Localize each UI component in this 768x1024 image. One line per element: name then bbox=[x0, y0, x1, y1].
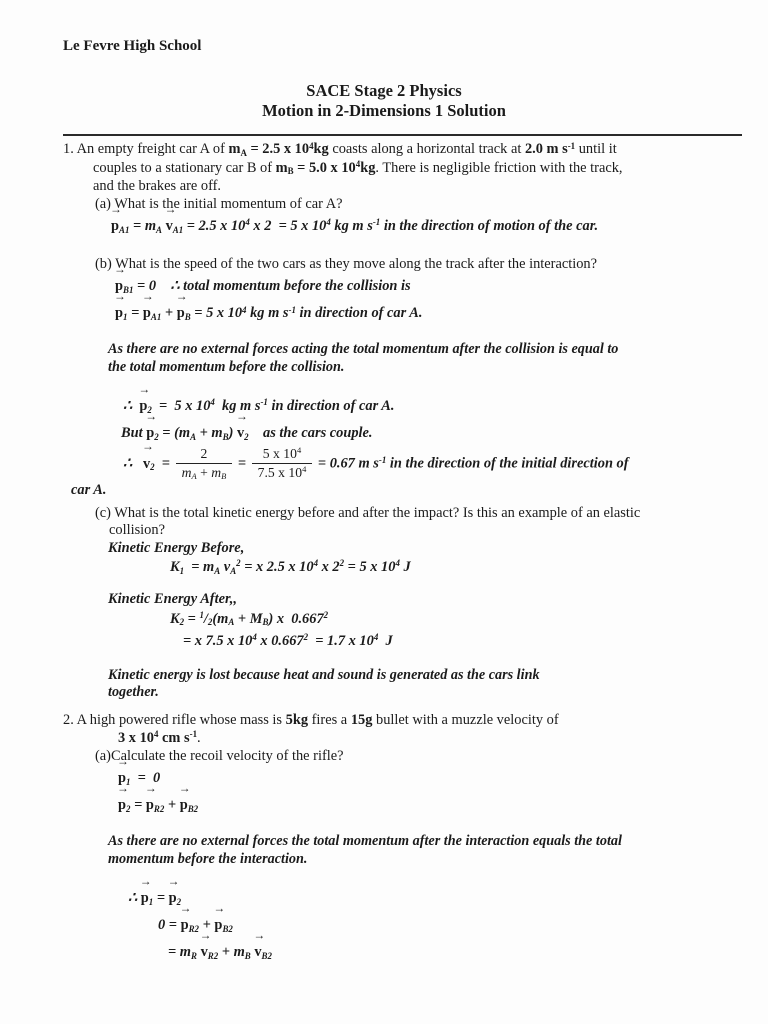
q2-f2-line: 0 = → pR2 + → pB2 bbox=[158, 912, 754, 939]
k2-equation-line1: K2 = $^1$/2(mA + MB) x 0.667$^2$ bbox=[170, 609, 329, 628]
k1-equation: K1 = mA $vA^2 = x$ 2.5 x $10^4$ x $2^2 = 5$ x $10^4$ J bbox=[170, 558, 411, 576]
q1b-no-external-forces-note: As there are no external forces acting the total momentum after the collision is equal to the total momentum before the collision. bbox=[108, 341, 619, 376]
q1a-answer: → pA1 = mA → vA1 = 2.5 x $10^4$ x 2 = 5 x $10^4$ kg m $s^{-1}$ in the direction of motion of the car. bbox=[111, 213, 754, 240]
q2a-question: (a)Calculate the recoil velocity of the rifle? bbox=[95, 747, 344, 764]
q2-intro: 2. A high powered rifle whose mass is 5kg fires a 15g bullet with a muzzle velocity of bbox=[63, 712, 559, 729]
doc-title-line1: SACE Stage 2 Physics bbox=[306, 81, 462, 101]
kinetic-energy-before-label: Kinetic Energy Before, bbox=[108, 539, 245, 556]
school-name: Le Fevre High School bbox=[63, 38, 202, 54]
q1b-but-line: But → p2 = (mA + mB) → v2 as the cars couple. bbox=[121, 420, 754, 447]
q2-parts bbox=[95, 748, 754, 966]
doc-title-line2: Motion in 2-Dimensions 1 Solution bbox=[262, 101, 506, 121]
q2-f1-line: ∴ → p1 = → p2 bbox=[128, 885, 754, 912]
q2-p2-line: → p2 = → pR2 + → pB2 bbox=[118, 792, 754, 819]
q1-intro: 1. An empty freight car A of mA = 2.5 x $10^4kg$ coasts along a horizontal track at 2.0 m $s^{-1}$ until it couples to a stationary car B of mB = 5.0 x $10^4kg$. There is negligible friction with the track, and the brakes are off. bbox=[63, 140, 623, 195]
kinetic-energy-after-label: Kinetic Energy After,, bbox=[108, 591, 237, 608]
title-block bbox=[0, 81, 768, 121]
q1b-total-momentum: → p1 = → pA1 + → pB = 5 x $10^4$ kg m $s^{-1}$ in direction of car A. bbox=[115, 300, 754, 327]
q1c-question: (c) What is the total kinetic energy before and after the impact? Is this an example of an elastic collision? bbox=[95, 504, 641, 539]
q1b-momentum-before: → pB1 = 0 ∴ total momentum before the collision is bbox=[115, 273, 754, 300]
q1c-parts bbox=[95, 505, 754, 702]
q1b-carry-car-a: car A. bbox=[71, 481, 107, 498]
q2-no-external-forces-note: As there are no external forces the total momentum after the interaction equals the total momentum before the interaction. bbox=[108, 833, 622, 868]
q1a-question: (a) What is the initial momentum of car A? bbox=[95, 195, 343, 212]
q1b-question: (b) What is the speed of the two cars as they move along the track after the interaction? bbox=[95, 256, 598, 273]
q2-muzzle-velocity: 3 x $10^4$ cm $s^{-1}$. bbox=[118, 728, 201, 746]
title-divider bbox=[63, 134, 742, 136]
q2-f3-line: = mR → vR2 + mB → vB2 bbox=[168, 939, 754, 966]
q1-parts bbox=[95, 196, 754, 482]
q1b-v2-fraction-line: ∴ → v2 = $\frac{2}{mA + mB}$ = $\frac{5 x 10^4}{7.5 x 10^4}$ = 0.67 m $s^{-1}$ in the direction of the initial direction of bbox=[123, 447, 754, 481]
k2-equation-line2: = x 7.5 x $10^4$ x 0.667$^2$ = 1.7 x $10^4$ J bbox=[183, 631, 393, 649]
q1b-p2-line: ∴ → p2 = 5 x $10^4$ kg m $s^{-1}$ in direction of car A. bbox=[123, 393, 754, 420]
q1c-conclusion: Kinetic energy is lost because heat and sound is generated as the cars link together. bbox=[108, 666, 540, 701]
q2-p1-line: → p1 = 0 bbox=[118, 765, 754, 792]
